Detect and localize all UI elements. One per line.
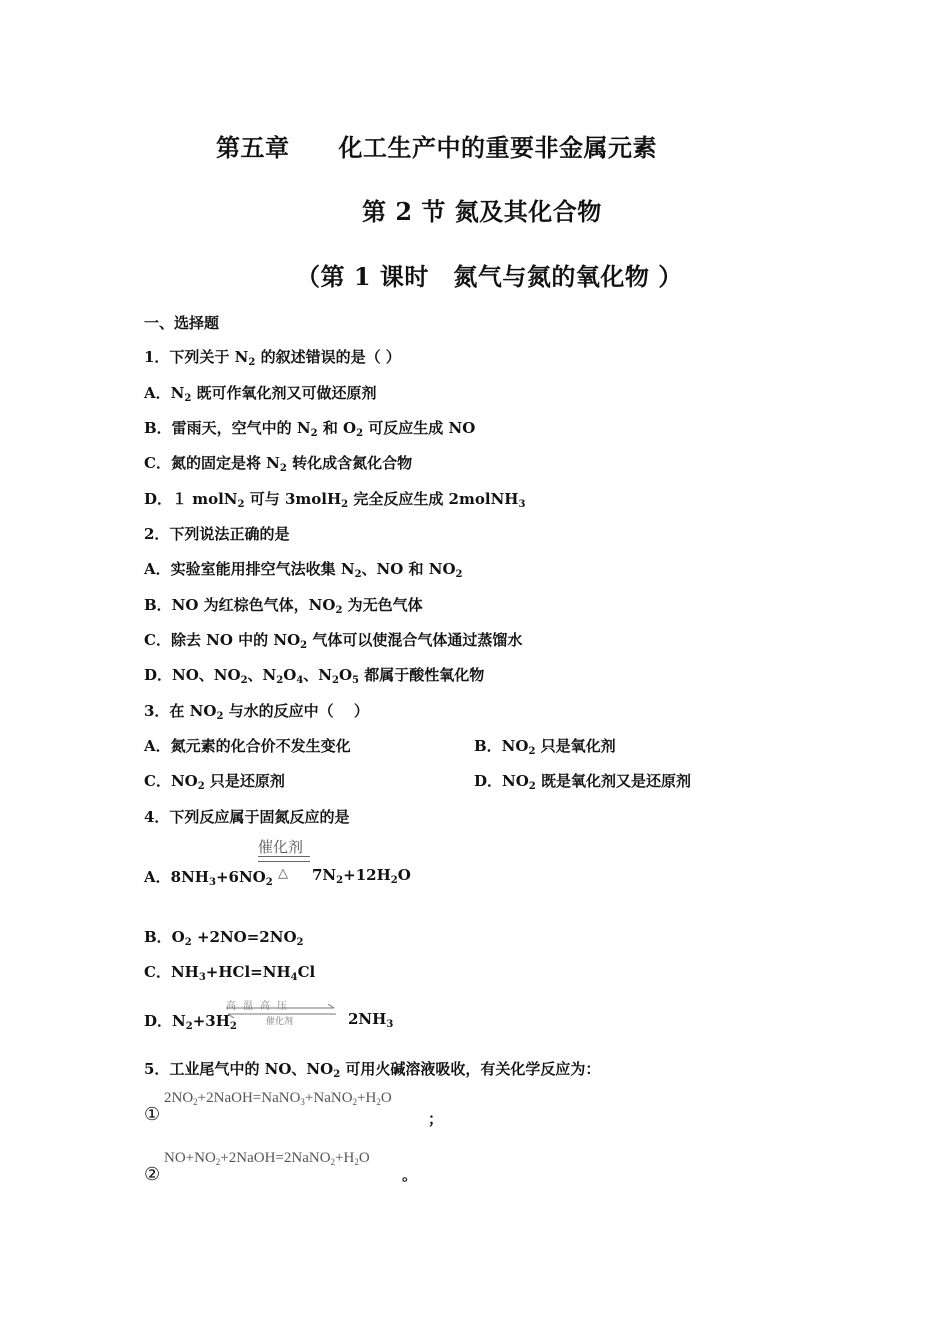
- q5-reaction-2: $NO+NO_2+2NaOH=2NaNO_2+H_2O$: [164, 1150, 370, 1167]
- chapter-title: 第五章 化工生产中的重要非金属元素: [216, 133, 657, 162]
- q5-reaction-1-marker: ①: [144, 1104, 161, 1125]
- q4-option-a-products: $7N_2+12H_2O$: [312, 866, 411, 886]
- section-title: 第 2 节 氮及其化合物: [362, 197, 602, 226]
- q5-reaction-2-end: 。: [402, 1166, 418, 1184]
- q4-a-catalyst-label: 催化剂: [258, 838, 304, 856]
- q5-reaction-1-end: ；: [428, 1110, 444, 1128]
- q4-d-condition-top: 高温高压: [226, 1001, 294, 1012]
- q4-option-c: C．$NH_3+HCl=NH_4Cl$: [144, 963, 316, 983]
- q3-stem: 3．在 $NO_2$ 与水的反应中（ ）: [144, 702, 369, 722]
- q4-a-heat-label: △: [278, 866, 288, 881]
- q3-option-b: B．$NO_2$ 只是氧化剂: [474, 737, 616, 757]
- q3-option-a: A．氮元素的化合价不发生变化: [144, 737, 351, 755]
- part-heading: 一、选择题: [144, 314, 220, 332]
- q2-option-b: B．NO 为红棕色气体，$NO_2$ 为无色气体: [144, 596, 423, 616]
- q4-option-a: A．$8NH_3+6NO_2$: [144, 868, 273, 888]
- q3-option-d: D．$NO_2$ 既是氧化剂又是还原剂: [474, 772, 691, 792]
- q4-option-d: D．$N_2+3H_2$: [144, 1012, 237, 1032]
- q1-option-d: D．１ molN$_2$ 可与 3molH$_2$ 完全反应生成 2molNH$_3$: [144, 490, 526, 510]
- q2-option-c: C．除去 NO 中的 $NO_2$ 气体可以使混合气体通过蒸馏水: [144, 631, 523, 651]
- q3-option-c: C．$NO_2$ 只是还原剂: [144, 772, 285, 792]
- lesson-title: （第 1 课时 氮气与氮的氧化物 ）: [296, 262, 683, 291]
- q2-option-a: A．实验室能用排空气法收集 $N_2$、NO 和 $NO_2$: [144, 560, 463, 580]
- q5-reaction-1: $2NO_2+2NaOH=NaNO_3+NaNO_2+H_2O$: [164, 1090, 392, 1107]
- q5-reaction-2-marker: ②: [144, 1164, 161, 1185]
- q1-option-a: A．$N_2$ 既可作氧化剂又可做还原剂: [144, 384, 377, 404]
- q2-option-d: D．NO、$NO_2$、$N_2O_4$、$N_2O_5$ 都属于酸性氧化物: [144, 666, 485, 686]
- q1-option-c: C．氮的固定是将 $N_2$ 转化成含氮化合物: [144, 454, 413, 474]
- q1-option-b: B．雷雨天，空气中的 $N_2$ 和 $O_2$ 可反应生成 NO: [144, 419, 476, 439]
- q4-a-reaction-equals: [258, 856, 310, 862]
- q4-stem: 4．下列反应属于固氮反应的是: [144, 808, 350, 826]
- q1-stem: 1．下列关于 $N_2$ 的叙述错误的是（ ）: [144, 348, 401, 368]
- q2-stem: 2．下列说法正确的是: [144, 525, 290, 543]
- q4-option-b: B．$O_2 +2NO=2NO_2$: [144, 928, 304, 948]
- q4-option-d-products: $2NH_3$: [348, 1010, 394, 1030]
- q4-d-condition-bottom: 催化剂: [266, 1017, 294, 1027]
- q5-stem: 5．工业尾气中的 NO、$NO_2$ 可用火碱溶液吸收，有关化学反应为：: [144, 1060, 601, 1080]
